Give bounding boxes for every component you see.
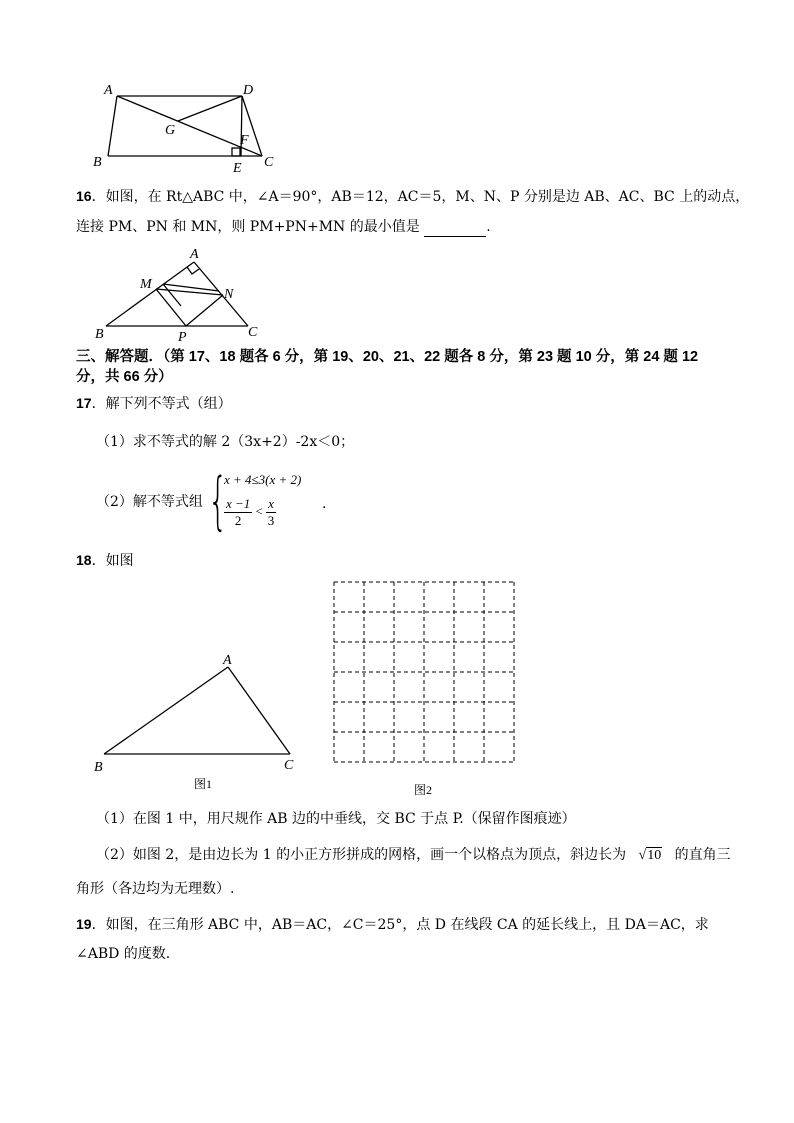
q16-answer-blank xyxy=(424,222,486,237)
q16-text1: ．如图，在 Rt△ABC 中，∠A＝90°，AB＝12，AC＝5，M、N、P 分别是边 AB、AC、BC 上的动点， xyxy=(91,189,750,205)
segment-GD xyxy=(178,96,242,121)
q18-part2-line2: 角形（各边均为无理数）. xyxy=(76,881,235,897)
q17-part2-label: （2）解不等式组 xyxy=(96,494,203,510)
q19-line1 xyxy=(76,914,709,935)
q18-part1: （1）在图 1 中，用尺规作 AB 边的中垂线，交 BC 于点 P.（保留作图痕迹） xyxy=(96,811,576,827)
label-B: B xyxy=(93,155,102,170)
q16-text2: 连接 PM、PN 和 MN，则 PM+PN+MN 的最小值是 xyxy=(76,219,420,235)
triangle-figure-1 xyxy=(90,650,310,800)
segment-AC xyxy=(194,262,248,326)
label-C: C xyxy=(264,155,274,170)
fraction-x-minus-1-over-2: $\frac{x -1}{2}$ xyxy=(226,496,251,528)
label-G: G xyxy=(165,123,176,138)
label-A: A xyxy=(223,653,232,668)
q18-part2-text-a: （2）如图 2，是由边长为 1 的小正方形拼成的网格，画一个以格点为顶点，斜边长为 xyxy=(96,847,627,863)
q18-title-text: ．如图 xyxy=(91,553,134,569)
fraction-x-over-3: $\frac{x}{3}$ xyxy=(267,496,275,528)
q19-number: 19 xyxy=(76,916,92,932)
fig1-caption: 图1 xyxy=(194,777,213,791)
label-C: C xyxy=(284,758,294,773)
q19-line2: ∠ABD 的度数. xyxy=(76,946,171,962)
label-P: P xyxy=(178,330,187,345)
segment-NP xyxy=(186,295,223,326)
label-F: F xyxy=(240,133,249,148)
label-N: N xyxy=(224,287,234,302)
sqrt-10: √10 xyxy=(638,848,662,863)
inequality-1: x + 4≤3(x + 2) xyxy=(224,472,302,487)
segment-BA xyxy=(104,667,228,754)
right-angle-mark xyxy=(187,267,199,274)
q19-text1: ．如图，在三角形 ABC 中，AB＝AC，∠C＝25°，点 D 在线段 CA 的延长线上，且 DA＝AC，求 xyxy=(91,917,709,933)
label-A: A xyxy=(104,83,113,98)
q18-part2-line1 xyxy=(96,845,731,866)
label-C: C xyxy=(248,325,258,340)
q17-end: . xyxy=(322,496,327,512)
q17-part1: （1）求不等式的解 2（3x+2）-2x＜0； xyxy=(96,434,355,450)
section3-header-line2: 分，共 66 分） xyxy=(76,369,173,385)
right-angle-mark xyxy=(232,148,240,156)
q18-part2-text-b: 的直角三 xyxy=(674,847,731,863)
q16-line2 xyxy=(76,217,491,237)
label-B: B xyxy=(95,327,104,342)
q18-number: 18 xyxy=(76,552,92,568)
inequality-2 xyxy=(224,496,276,529)
q17-title xyxy=(76,393,232,414)
label-D: D xyxy=(243,83,254,98)
fig2-caption: 图2 xyxy=(414,783,433,797)
right-triangle-figure xyxy=(90,242,270,346)
q17-title-text: ．解下列不等式（组） xyxy=(91,396,232,412)
less-than-sign: < xyxy=(255,503,263,519)
label-M: M xyxy=(140,277,152,292)
q16-end: . xyxy=(486,219,491,235)
q16-line1 xyxy=(76,186,749,207)
section3-header-line1: 三、解答题．（第 17、18 题各 6 分，第 19、20、21、22 题各 8 分，第 23 题 10 分，第 24 题 12 xyxy=(76,349,699,365)
segment-BA xyxy=(106,262,194,326)
label-E: E xyxy=(233,161,242,176)
grid-figure-2 xyxy=(330,578,520,800)
system-brace: { xyxy=(208,464,228,537)
q17-number: 17 xyxy=(76,395,92,411)
segment-AC xyxy=(228,667,290,754)
label-B: B xyxy=(94,760,103,775)
segment-AB xyxy=(108,96,117,156)
q16-number: 16 xyxy=(76,188,92,204)
trapezoid-figure xyxy=(90,78,290,178)
segment-inner-2 xyxy=(163,284,181,306)
q18-title xyxy=(76,550,134,571)
label-A: A xyxy=(190,247,199,262)
